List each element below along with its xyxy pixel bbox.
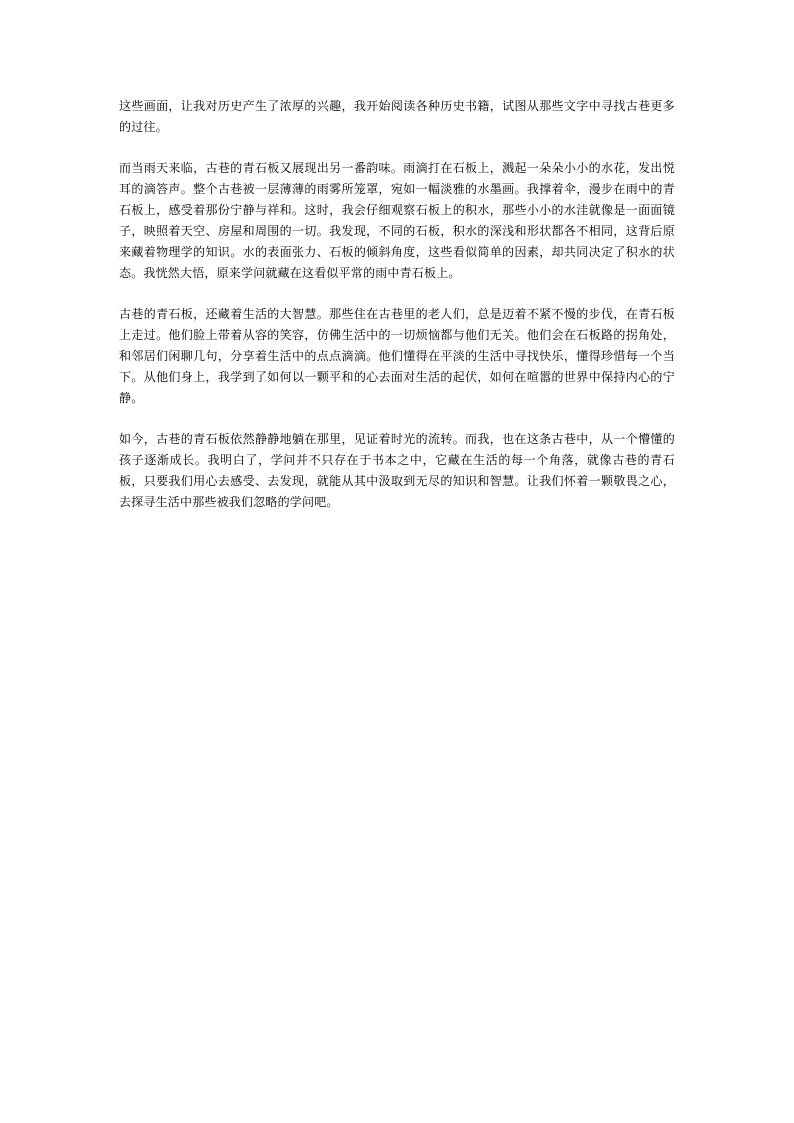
document-body: [119, 96, 675, 533]
paragraph-4: 如今，古巷的青石板依然静静地躺在那里，见证着时光的流转。而我，也在这条古巷中，从一个懵懂的孩子逐渐成长。我明白了，学问并不只存在于书本之中，它藏在生活的每一个角落，就像古巷的青石板，只要我们用心去感受、去发现，就能从其中汲取到无尽的知识和智慧。让我们怀着一颗敬畏之心，去探寻生活中那些被我们忽略的学问吧。: [119, 432, 675, 509]
paragraph-1: 这些画面，让我对历史产生了浓厚的兴趣，我开始阅读各种历史书籍，试图从那些文字中寻找古巷更多的过往。: [119, 99, 675, 134]
paragraph-3: 古巷的青石板，还藏着生活的大智慧。那些住在古巷里的老人们，总是迈着不紧不慢的步伐，在青石板上走过。他们脸上带着从容的笑容，仿佛生活中的一切烦恼都与他们无关。他们会在石板路的拐角处，和邻居们闲聊几句，分享着生活中的点点滴滴。他们懂得在平淡的生活中寻找快乐，懂得珍惜每一个当下。从他们身上，我学到了如何以一颗平和的心去面对生活的起伏，如何在喧嚣的世界中保持内心的宁静。: [119, 307, 675, 405]
paragraph-2: 而当雨天来临，古巷的青石板又展现出另一番韵味。雨滴打在石板上，溅起一朵朵小小的水花，发出悦耳的滴答声。整个古巷被一层薄薄的雨雾所笼罩，宛如一幅淡雅的水墨画。我撑着伞，漫步在雨中的青石板上，感受着那份宁静与祥和。这时，我会仔细观察石板上的积水，那些小小的水洼就像是一面面镜子，映照着天空、房屋和周围的一切。我发现，不同的石板，积水的深浅和形状都各不相同，这背后原来藏着物理学的知识。水的表面张力、石板的倾斜角度，这些看似简单的因素，却共同决定了积水的状态。我恍然大悟，原来学问就藏在这看似平常的雨中青石板上。: [119, 161, 675, 280]
